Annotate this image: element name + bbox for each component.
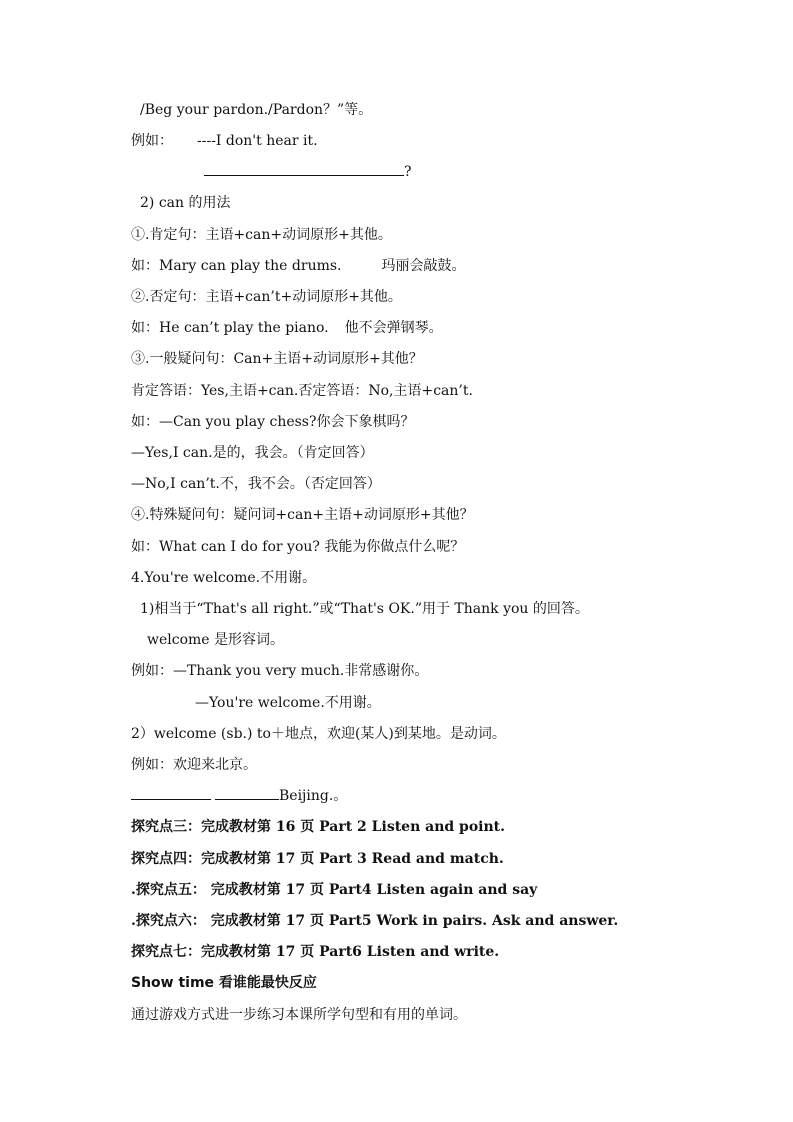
text: —You're welcome.不用谢。 <box>195 695 381 711</box>
text: 如：What can I do for you? 我能为你做点什么呢？ <box>131 539 465 555</box>
text-line <box>131 317 753 339</box>
text: ③.一般疑问句：Can+主语+动词原形+其他？ <box>131 351 423 367</box>
task-line <box>131 910 753 932</box>
text-line <box>131 504 753 526</box>
text: 玛丽会敲鼓。 <box>381 258 466 274</box>
text-line <box>131 473 753 495</box>
text-line <box>131 785 753 807</box>
text: 他不会弹钢琴。 <box>344 320 443 336</box>
text-line <box>131 754 753 776</box>
text: Beijing.。 <box>279 788 348 804</box>
answer-blank <box>215 785 279 800</box>
text: 探究点四：完成教材第 17 页 Part 3 Read and match. <box>131 851 504 867</box>
text: /Beg your pardon./Pardon？”等。 <box>140 102 373 118</box>
text: 4.You're welcome.不用谢。 <box>131 570 317 586</box>
text-line <box>131 442 753 464</box>
text: 如：Mary can play the drums. <box>131 258 342 274</box>
text: 探究点三：完成教材第 16 页 Part 2 Listen and point. <box>131 819 506 835</box>
text: 2) can 的用法 <box>140 195 231 211</box>
text: 2）welcome (sb.) to＋地点，欢迎(某人)到某地。是动词。 <box>131 726 506 742</box>
task-line <box>131 879 753 901</box>
answer-blank <box>131 785 211 800</box>
text-line <box>131 255 753 277</box>
text: 例如：欢迎来北京。 <box>131 757 257 773</box>
text: .探究点六： 完成教材第 17 页 Part5 Work in pairs. Ask and answer. <box>131 913 619 929</box>
text-line <box>147 629 753 651</box>
text-line <box>140 598 753 620</box>
text-line <box>204 161 753 183</box>
text: ①.肯定句：主语+can+动词原形+其他。 <box>131 227 392 243</box>
task-line <box>131 816 753 838</box>
text-line <box>131 411 753 433</box>
task-line <box>131 972 753 994</box>
text-line <box>140 99 753 121</box>
text: 肯定答语：Yes,主语+can.否定答语：No,主语+can’t. <box>131 383 473 399</box>
text-line <box>131 224 753 246</box>
text: 例如： <box>131 133 173 149</box>
text: 例如：—Thank you very much.非常感谢你。 <box>131 663 429 679</box>
text: welcome 是形容词。 <box>147 632 285 648</box>
text: 1)相当于“That's all right.”或“That's OK.”用于 Thank you 的回答。 <box>140 601 589 617</box>
text: ②.否定句：主语+can’t+动词原形+其他。 <box>131 289 402 305</box>
text-line <box>131 1004 753 1026</box>
answer-blank <box>204 161 404 176</box>
text-line <box>195 692 753 714</box>
text: —Yes,I can.是的，我会。（肯定回答） <box>131 445 374 461</box>
text-line <box>131 660 753 682</box>
text-line <box>131 348 753 370</box>
text-line <box>131 723 753 745</box>
text: ④.特殊疑问句：疑问词+can+主语+动词原形+其他？ <box>131 507 474 523</box>
task-line <box>131 941 753 963</box>
text: ? <box>404 164 412 180</box>
text-line <box>131 380 753 402</box>
text: 通过游戏方式进一步练习本课所学句型和有用的单词。 <box>131 1007 467 1023</box>
text-line <box>131 286 753 308</box>
text: .探究点五： 完成教材第 17 页 Part4 Listen again and say <box>131 882 538 898</box>
text: 探究点七：完成教材第 17 页 Part6 Listen and write. <box>131 944 500 960</box>
section-heading <box>131 567 753 589</box>
text: ----I don't hear it. <box>197 133 318 149</box>
text: Show time 看谁能最快反应 <box>131 975 317 991</box>
text-line <box>131 536 753 558</box>
text-line <box>131 130 753 152</box>
section-heading <box>140 192 753 214</box>
text: —No,I can’t.不，我不会。（否定回答） <box>131 476 381 492</box>
text: 如：—Can you play chess?你会下象棋吗？ <box>131 414 415 430</box>
task-line <box>131 848 753 870</box>
text: 如：He can’t play the piano. <box>131 320 329 336</box>
